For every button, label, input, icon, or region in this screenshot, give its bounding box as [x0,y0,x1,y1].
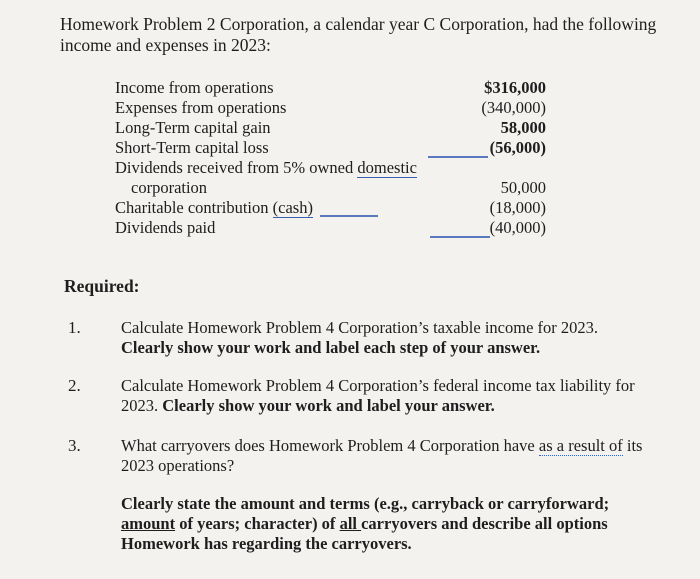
amount-st-capital-loss: (56,000) [489,138,546,157]
charitable-label-part-a: Charitable contribution [115,198,273,217]
question-3-line-1 [121,436,642,456]
question-2-line-2 [121,396,635,416]
amount-charitable: (18,000) [489,198,546,217]
amount-lt-capital-gain: 58,000 [500,118,546,137]
blue-annotation-line [430,236,490,238]
question-1-number: 1. [68,318,81,337]
question-3-instructions [121,494,609,554]
amount-income-operations: $316,000 [484,78,546,97]
question-3-line-1-a: What carryovers does Homework Problem 4 Corporation have [121,436,539,455]
question-3-instr-line-1: Clearly state the amount and terms (e.g., carryback or carryforward; [121,494,610,513]
instr-all-underlined: all [339,514,362,533]
dividends-label-underlined: domestic [357,158,417,177]
item-label-income-operations: Income from operations [115,78,274,97]
question-3-line-1-dotted: as a result of [538,436,623,455]
required-heading: Required: [64,276,140,296]
amount-dividends-received: 50,000 [500,178,546,197]
question-3-text [121,436,642,476]
dividends-label-part-a: Dividends received from 5% owned [115,158,358,177]
question-3-instr-line-3: Homework has regarding the carryovers. [121,534,412,553]
instr-part-d: carryovers and describe all options [361,514,608,533]
item-label-dividends-received [115,158,417,178]
instr-amount-underlined: amount [121,514,176,533]
blue-annotation-line [428,156,488,158]
intro-paragraph [60,14,656,56]
question-1-text [121,318,598,358]
question-3-instr-line-2 [121,514,609,534]
instr-part-b: of years; character) of [175,514,340,533]
question-1-line-2: Clearly show your work and label each step of your answer. [121,338,541,357]
question-2-line-2-bold: Clearly show your work and label your answer. [162,396,495,415]
question-2-line-1: Calculate Homework Problem 4 Corporation’s federal income tax liability for [121,376,635,395]
item-label-expenses-operations: Expenses from operations [115,98,287,117]
item-label-lt-capital-gain: Long-Term capital gain [115,118,271,137]
intro-line-1: Homework Problem 2 Corporation, a calendar year C Corporation, had the following [60,14,657,34]
question-2-number: 2. [68,376,81,395]
question-1-line-1: Calculate Homework Problem 4 Corporation’s taxable income for 2023. [121,318,599,337]
intro-line-2: income and expenses in 2023: [60,35,271,55]
question-2-text [121,376,635,416]
item-label-st-capital-loss: Short-Term capital loss [115,138,269,157]
income-expense-list [115,78,417,238]
amount-expenses-operations: (340,000) [481,98,546,117]
question-3-line-2: 2023 operations? [121,456,235,475]
item-label-dividends-received-cont: corporation [131,178,208,197]
amount-dividends-paid: (40,000) [489,218,546,237]
item-label-dividends-paid: Dividends paid [115,218,216,237]
charitable-label-underlined: (cash) [272,198,313,217]
question-3-line-1-c: its [622,436,643,455]
blue-annotation-line [320,215,378,217]
question-3-number: 3. [68,436,81,455]
question-2-line-2-year: 2023. [121,396,163,415]
